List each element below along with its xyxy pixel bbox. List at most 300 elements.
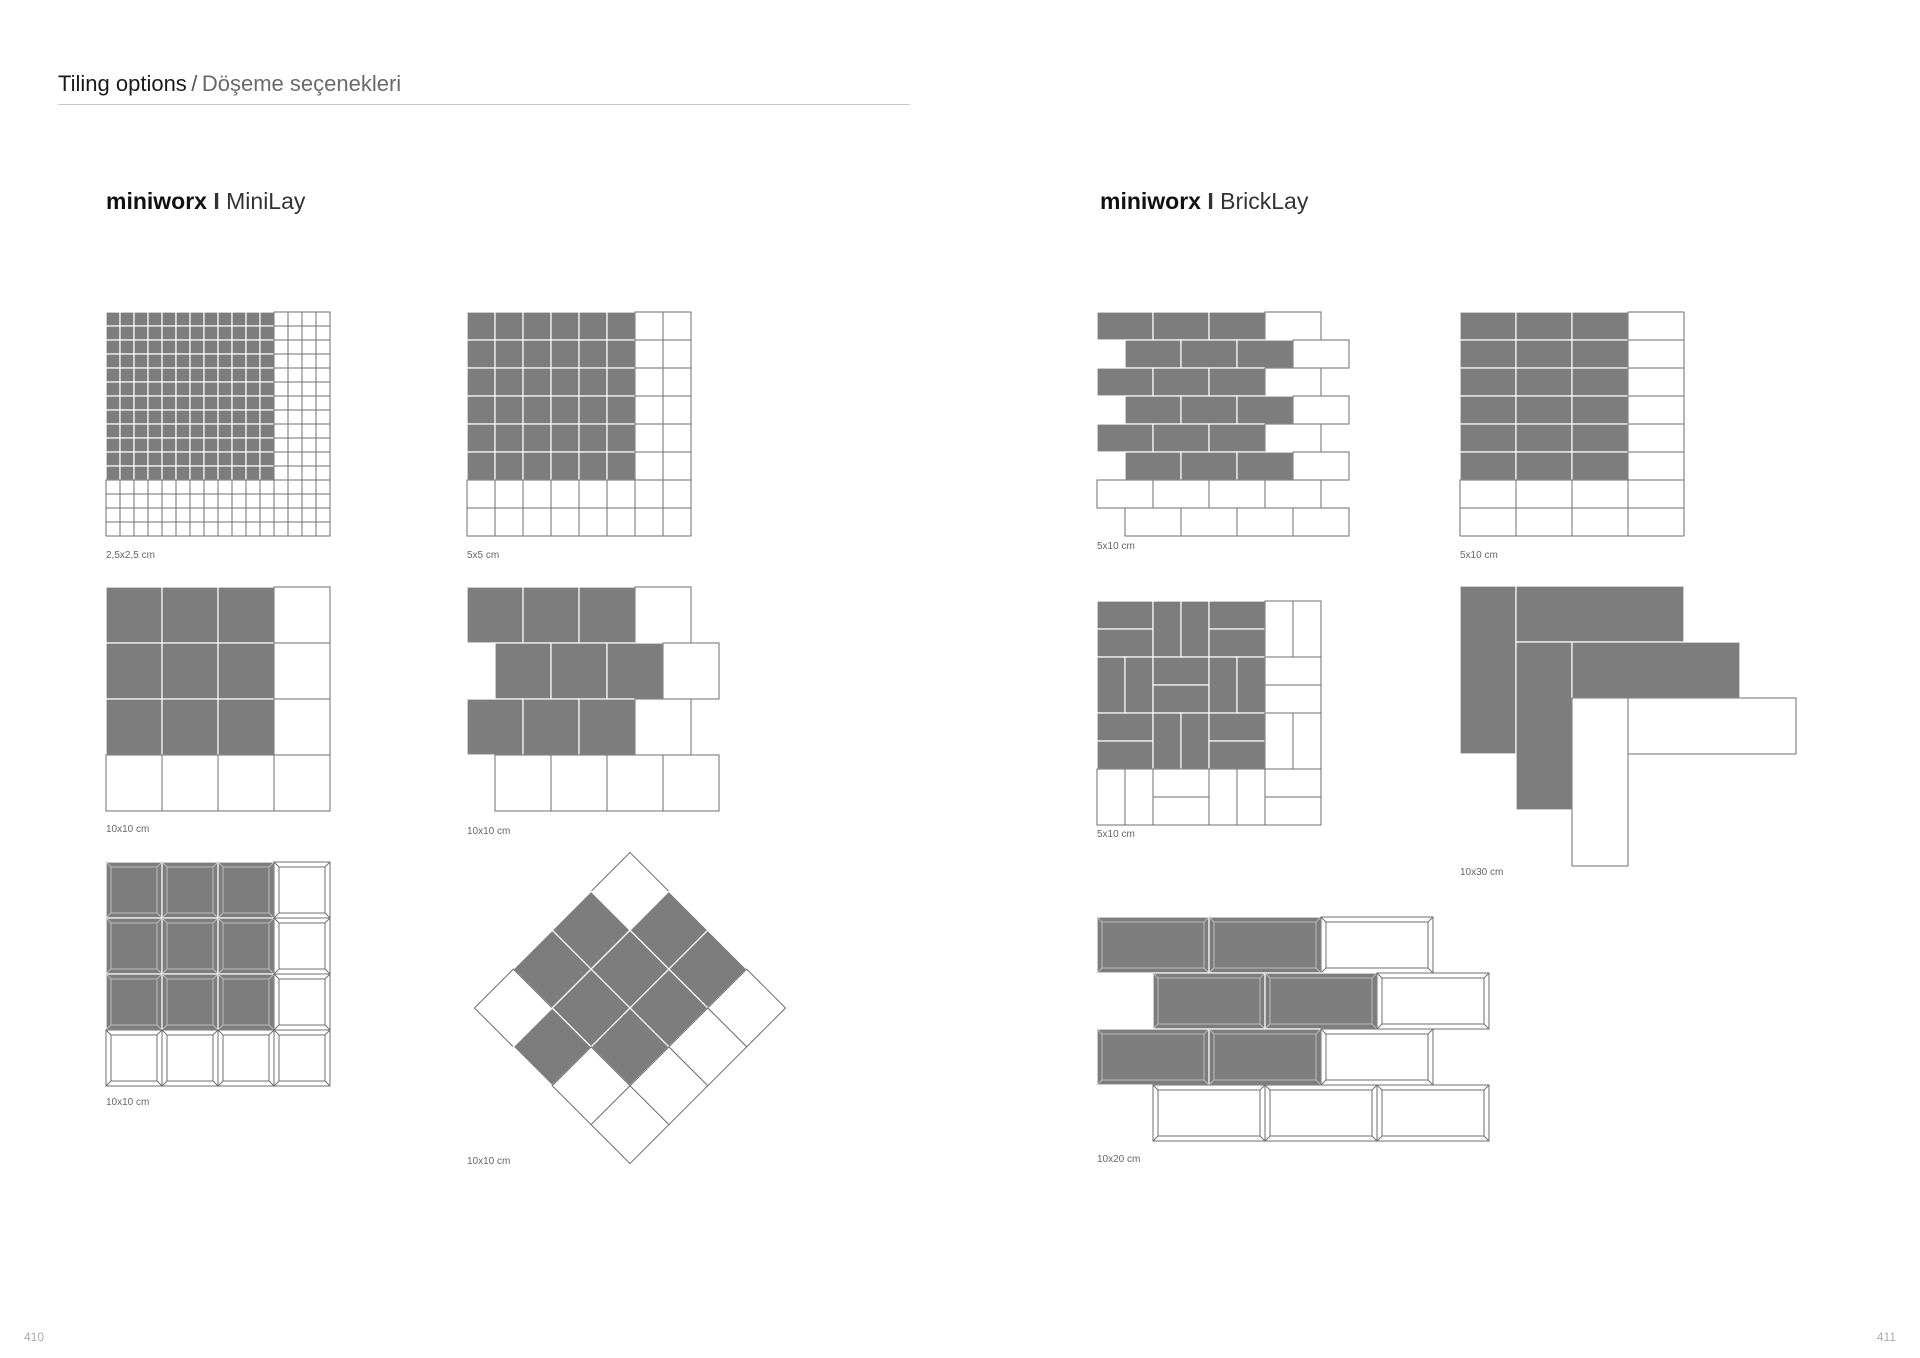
pattern-bricklay-staggered-10x30 (1460, 586, 1796, 866)
pattern-minilay-grid-10 (106, 587, 330, 811)
tile-dark (218, 396, 232, 410)
tile-light (1628, 508, 1684, 536)
tile-dark (106, 918, 162, 974)
tile-dark (1516, 586, 1684, 642)
tile-dark (218, 340, 232, 354)
tile-dark (176, 396, 190, 410)
tile-dark (106, 326, 120, 340)
tile-dark (148, 312, 162, 326)
tile-dark (134, 368, 148, 382)
tile-dark (523, 368, 551, 396)
tile-dark (106, 382, 120, 396)
tile-dark (204, 382, 218, 396)
tile-light (1293, 452, 1349, 480)
tile-dark (176, 312, 190, 326)
tile-light (663, 368, 691, 396)
tile-light (1628, 368, 1684, 396)
tile-light (1265, 685, 1321, 713)
tile-dark (1153, 685, 1209, 713)
tile-light (288, 438, 302, 452)
tile-dark (162, 974, 218, 1030)
tile-dark (467, 340, 495, 368)
tile-light (663, 508, 691, 536)
tile-dark (204, 312, 218, 326)
tile-dark (204, 452, 218, 466)
tile-dark (260, 452, 274, 466)
tile-light (106, 522, 120, 536)
tile-light (288, 508, 302, 522)
tile-dark (551, 340, 579, 368)
tile-light (579, 508, 607, 536)
tile-dark (1125, 657, 1153, 713)
tile-light (316, 424, 330, 438)
tile-light (1293, 601, 1321, 657)
tile-dark (1153, 424, 1209, 452)
tile-light (274, 494, 288, 508)
tile-dark (120, 312, 134, 326)
tile-light (274, 410, 288, 424)
tile-dark (246, 396, 260, 410)
tile-light (260, 480, 274, 494)
tile-dark (232, 396, 246, 410)
tile-dark (523, 312, 551, 340)
tile-dark (467, 587, 523, 643)
tile-dark (246, 382, 260, 396)
tile-light (246, 494, 260, 508)
tile-dark (260, 326, 274, 340)
tile-light (1209, 480, 1265, 508)
tile-dark (148, 410, 162, 424)
tile-dark (134, 340, 148, 354)
tile-dark (1125, 396, 1181, 424)
tile-light (148, 494, 162, 508)
tile-dark (120, 424, 134, 438)
tile-light (316, 508, 330, 522)
tile-dark (579, 452, 607, 480)
brand-name: miniworx (106, 188, 207, 214)
tile-light (148, 508, 162, 522)
tile-dark (232, 410, 246, 424)
pattern-minilay-grid-2-5 (106, 312, 330, 536)
tile-light (120, 508, 134, 522)
tile-dark (218, 312, 232, 326)
tile-dark (218, 918, 274, 974)
tile-light (204, 494, 218, 508)
tile-dark (1460, 396, 1516, 424)
tile-light (1628, 396, 1684, 424)
tile-dark (162, 326, 176, 340)
tile-light (162, 494, 176, 508)
tile-dark (260, 396, 274, 410)
tile-dark (134, 382, 148, 396)
tile-light (176, 522, 190, 536)
tile-dark (260, 466, 274, 480)
tile-dark (106, 974, 162, 1030)
tile-dark (1516, 368, 1572, 396)
tile-light (288, 522, 302, 536)
tile-dark (523, 340, 551, 368)
tile-light (302, 410, 316, 424)
tile-dark (260, 424, 274, 438)
tile-dark (218, 699, 274, 755)
tile-dark (551, 643, 607, 699)
tile-dark (232, 452, 246, 466)
tile-dark (162, 438, 176, 452)
tile-dark (1097, 713, 1153, 741)
tile-dark (467, 452, 495, 480)
tile-dark (246, 368, 260, 382)
tile-dark (1181, 601, 1209, 657)
tile-dark (246, 452, 260, 466)
tile-light (218, 755, 274, 811)
tile-dark (232, 340, 246, 354)
tile-dark (176, 382, 190, 396)
tile-light (1377, 973, 1489, 1029)
title-separator: I (1207, 188, 1214, 214)
tile-dark (190, 326, 204, 340)
tile-dark (1572, 396, 1628, 424)
tile-light (232, 494, 246, 508)
tile-dark (190, 438, 204, 452)
tile-light (218, 508, 232, 522)
tile-light (134, 480, 148, 494)
tile-dark (120, 438, 134, 452)
tile-light (1516, 480, 1572, 508)
pattern-family-name: MiniLay (226, 188, 306, 214)
tile-dark (1460, 586, 1516, 754)
tile-dark (120, 396, 134, 410)
tile-light (607, 480, 635, 508)
tile-light (190, 494, 204, 508)
tile-dark (106, 340, 120, 354)
tile-dark (176, 326, 190, 340)
tile-light (1265, 797, 1321, 825)
tile-dark (232, 438, 246, 452)
tile-light (302, 508, 316, 522)
tile-dark (246, 312, 260, 326)
tile-light (495, 755, 551, 811)
tile-dark (1209, 629, 1265, 657)
tile-light (288, 452, 302, 466)
tile-light (134, 508, 148, 522)
tile-light (288, 326, 302, 340)
tile-light (246, 480, 260, 494)
tile-dark (1516, 396, 1572, 424)
tile-dark (495, 312, 523, 340)
tile-dark (106, 312, 120, 326)
tile-dark (1209, 713, 1265, 741)
tile-light (274, 452, 288, 466)
tile-dark (134, 354, 148, 368)
tile-light (1125, 769, 1153, 825)
tile-dark (1153, 973, 1265, 1029)
pattern-bricklay-stack-5x10 (1460, 312, 1684, 536)
tile-light (316, 368, 330, 382)
tile-dark (190, 354, 204, 368)
tile-dark (607, 424, 635, 452)
tile-light (1628, 698, 1796, 754)
tile-light (274, 508, 288, 522)
tile-light (274, 587, 330, 643)
tile-dark (120, 410, 134, 424)
tile-dark (134, 396, 148, 410)
tile-dark (232, 312, 246, 326)
tile-light (663, 643, 719, 699)
tile-dark (218, 382, 232, 396)
tile-light (106, 755, 162, 811)
tile-dark (579, 396, 607, 424)
tile-dark (148, 466, 162, 480)
tile-light (607, 508, 635, 536)
tile-dark (607, 643, 663, 699)
tile-dark (190, 368, 204, 382)
tile-dark (246, 410, 260, 424)
tile-dark (190, 396, 204, 410)
tile-light (1237, 769, 1265, 825)
tile-dark (260, 382, 274, 396)
tile-dark (232, 382, 246, 396)
tile-light (1628, 312, 1684, 340)
tile-dark (106, 410, 120, 424)
tile-light (302, 326, 316, 340)
tile-light (120, 480, 134, 494)
tile-dark (260, 312, 274, 326)
tile-light (288, 494, 302, 508)
tile-light (1516, 508, 1572, 536)
tile-dark (162, 862, 218, 918)
tile-light (663, 312, 691, 340)
tile-dark (551, 368, 579, 396)
tile-dark (218, 424, 232, 438)
tile-light (274, 312, 288, 326)
tile-dark (176, 410, 190, 424)
caption-2-5x2-5: 2,5x2,5 cm (106, 550, 155, 561)
caption-5x5: 5x5 cm (467, 550, 500, 561)
tile-light (274, 396, 288, 410)
tile-light (302, 494, 316, 508)
tile-dark (106, 643, 162, 699)
tile-dark (551, 312, 579, 340)
tile-light (260, 522, 274, 536)
tile-light (176, 480, 190, 494)
tile-dark (1153, 657, 1209, 685)
tile-light (1097, 480, 1153, 508)
tile-light (1125, 508, 1181, 536)
tile-dark (523, 424, 551, 452)
pattern-bricklay-running-bond-5x10 (1097, 312, 1349, 536)
tile-dark (260, 340, 274, 354)
tile-dark (190, 312, 204, 326)
tile-light (1265, 769, 1321, 797)
brand-name: miniworx (1100, 188, 1201, 214)
tile-light (316, 410, 330, 424)
tile-dark (120, 354, 134, 368)
tile-light (1293, 396, 1349, 424)
tile-dark (1572, 424, 1628, 452)
tile-dark (1209, 741, 1265, 769)
tile-dark (607, 452, 635, 480)
tile-dark (204, 466, 218, 480)
tile-dark (1460, 452, 1516, 480)
tile-dark (1097, 917, 1209, 973)
tile-dark (162, 587, 218, 643)
tile-dark (106, 862, 162, 918)
tile-light (1153, 480, 1209, 508)
tile-dark (148, 354, 162, 368)
tile-dark (218, 466, 232, 480)
tile-dark (551, 396, 579, 424)
tile-light (302, 354, 316, 368)
tile-light (190, 522, 204, 536)
tile-light (316, 438, 330, 452)
tile-dark (495, 340, 523, 368)
tile-dark (1516, 312, 1572, 340)
tile-dark (134, 424, 148, 438)
pattern-bricklay-beveled-brick-10x20 (1097, 917, 1489, 1141)
tile-light (1572, 698, 1628, 866)
tile-dark (148, 340, 162, 354)
tile-light (635, 699, 691, 755)
tile-light (316, 466, 330, 480)
tile-light (302, 382, 316, 396)
tile-dark (246, 340, 260, 354)
tile-light (218, 494, 232, 508)
tile-dark (190, 382, 204, 396)
tile-light (316, 382, 330, 396)
tile-light (176, 508, 190, 522)
tile-light (232, 480, 246, 494)
tile-dark (1181, 713, 1209, 769)
tile-dark (1209, 657, 1237, 713)
tile-dark (1209, 424, 1265, 452)
tile-light (302, 522, 316, 536)
tile-light (288, 410, 302, 424)
tile-dark (218, 410, 232, 424)
pattern-bricklay-basketweave-5x10 (1097, 601, 1321, 825)
tile-dark (523, 699, 579, 755)
tile-light (218, 1030, 274, 1086)
tile-dark (1237, 396, 1293, 424)
tile-dark (162, 918, 218, 974)
caption-5x10-basket: 5x10 cm (1097, 829, 1135, 840)
tile-light (288, 368, 302, 382)
tile-light (204, 480, 218, 494)
tile-light (274, 862, 330, 918)
tile-dark (1237, 340, 1293, 368)
tile-light (204, 508, 218, 522)
tile-dark (204, 326, 218, 340)
tile-dark (246, 438, 260, 452)
tile-light (134, 494, 148, 508)
tile-light (635, 312, 663, 340)
tile-dark (162, 312, 176, 326)
tile-light (274, 382, 288, 396)
tile-dark (204, 396, 218, 410)
caption-10x10-offset: 10x10 cm (467, 826, 511, 837)
tile-light (274, 424, 288, 438)
tile-dark (162, 396, 176, 410)
tile-light (495, 480, 523, 508)
tile-light (316, 312, 330, 326)
tile-light (274, 918, 330, 974)
tile-light (274, 354, 288, 368)
tile-light (635, 480, 663, 508)
tile-light (663, 396, 691, 424)
tile-dark (1209, 368, 1265, 396)
tile-dark (162, 410, 176, 424)
tile-dark (523, 396, 551, 424)
tile-light (302, 368, 316, 382)
tile-light (274, 699, 330, 755)
tile-dark (607, 312, 635, 340)
tile-light (1209, 769, 1237, 825)
page-number-left: 410 (24, 1330, 45, 1344)
tile-dark (1265, 973, 1377, 1029)
tile-dark (190, 424, 204, 438)
header-title-en: Tiling options (58, 71, 187, 96)
tile-light (1460, 508, 1516, 536)
tile-dark (106, 452, 120, 466)
tile-dark (106, 438, 120, 452)
tile-dark (523, 587, 579, 643)
tile-dark (106, 699, 162, 755)
header-title-tr: Döşeme seçenekleri (201, 71, 402, 96)
tile-light (288, 480, 302, 494)
caption-10x30: 10x30 cm (1460, 867, 1504, 878)
tile-light (663, 340, 691, 368)
tile-light (120, 494, 134, 508)
tile-dark (162, 643, 218, 699)
tile-light (260, 508, 274, 522)
tile-light (1265, 424, 1321, 452)
tile-light (635, 587, 691, 643)
tile-dark (495, 396, 523, 424)
tile-light (106, 480, 120, 494)
tile-light (162, 755, 218, 811)
tile-dark (204, 424, 218, 438)
tile-dark (162, 699, 218, 755)
tile-dark (218, 354, 232, 368)
tile-light (1181, 508, 1237, 536)
tile-dark (162, 354, 176, 368)
tile-dark (1153, 713, 1181, 769)
tile-light (148, 522, 162, 536)
tile-light (190, 480, 204, 494)
tile-dark (1572, 312, 1628, 340)
tile-dark (120, 382, 134, 396)
tile-light (218, 522, 232, 536)
tile-dark (148, 438, 162, 452)
tile-light (1153, 797, 1209, 825)
tile-dark (1097, 1029, 1209, 1085)
tile-light (274, 643, 330, 699)
tile-light (1628, 424, 1684, 452)
tile-light (106, 508, 120, 522)
tile-dark (467, 396, 495, 424)
tile-dark (218, 438, 232, 452)
tile-light (1321, 917, 1433, 973)
pattern-family-name: BrickLay (1220, 188, 1309, 214)
tile-light (288, 466, 302, 480)
tile-dark (579, 699, 635, 755)
tile-dark (1209, 601, 1265, 629)
tile-light (162, 522, 176, 536)
tile-light (1097, 769, 1125, 825)
tile-light (302, 452, 316, 466)
pattern-minilay-grid-5 (467, 312, 691, 536)
tile-dark (148, 396, 162, 410)
tile-dark (232, 424, 246, 438)
